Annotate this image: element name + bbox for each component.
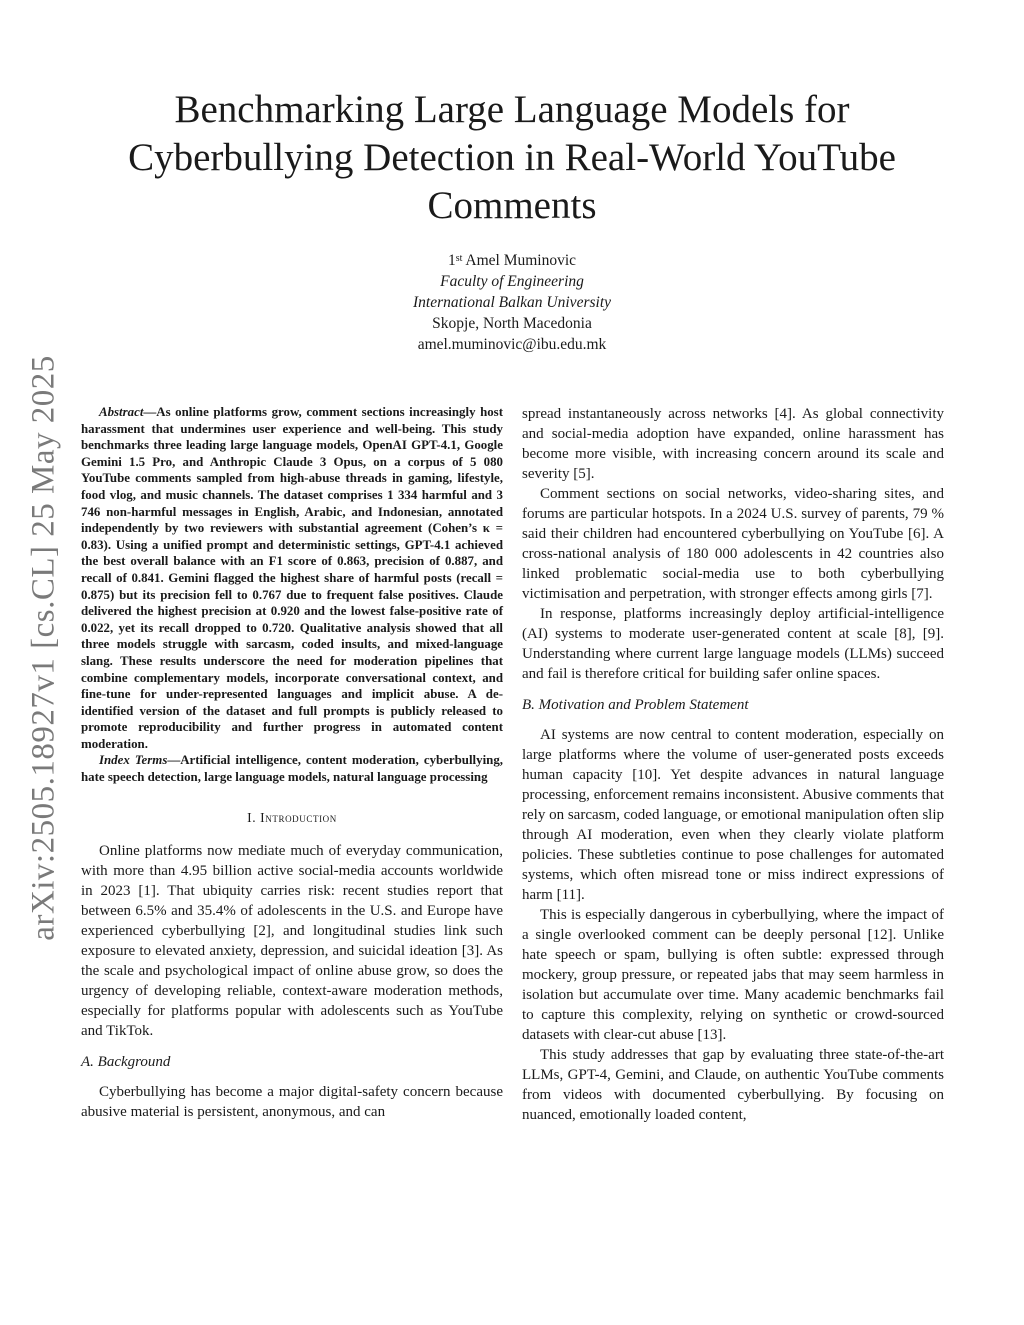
abstract-text: —As online platforms grow, comment sections increasingly host harassment that undermines user experience and well-being. This study benchmarks three leading large language models, OpenAI GPT-4.1, Google Gemini 1.5 Pro, and Anthropic Claude 3 Opus, on a corpus of 5 080 YouTube comments sampled from high-abuse threads in gaming, lifestyle, food vlog, and music channels. The dataset comprises 1 334 harmful and 3 746 non-harmful messages in English, Arabic, and Indonesian, annotated independently by two reviewers with substantial agreement (Cohen’s κ = 0.83). Using a unified prompt and deterministic settings, GPT-4.1 achieved the best overall balance with an F1 score of 0.863, precision of 0.887, and recall of 0.841. Gemini flagged the highest share of harmful posts (recall = 0.875) but its precision fell to 0.767 due to frequent false positives. Claude delivered the highest precision at 0.920 and the lowest false-positive rate of 0.022, yet its recall dropped to 0.720. Qualitative analysis showed that all three models struggle with sarcasm, coded insults, and mixed-language slang. These results underscore the need for moderation pipelines that combine complementary models, incorporate conversational context, and fine-tune for under-represented languages and implicit abuse. A de-identified version of the dataset and full prompts is publicly released to promote reproducibility and further progress in automated content moderation. xyxy=(81,405,503,751)
right-column xyxy=(522,404,944,1125)
intro-paragraph: Online platforms now mediate much of everyday communication, with more than 4.95 billion active social-media accounts worldwide in 2023 [1]. That ubiquity carries risk: recent studies report that between 6.5% and 35.4% of adolescents in the U.S. and Europe have experienced cyberbullying [2], and longitudinal studies link such exposure to elevated anxiety, depression, and suicidal ideation [3]. As the scale and psychological impact of online abuse grow, so does the urgency of developing reliable, context-aware moderation methods, especially for platforms popular with adolescents such as YouTube and TikTok. xyxy=(81,842,503,1039)
index-terms-text: —Artificial intelligence, content moderation, cyberbullying, hate speech detection, large language models, natural language processing xyxy=(81,753,504,785)
title-line: Comments xyxy=(427,184,597,227)
arxiv-identifier: arXiv:2505.18927v1 [cs.CL] 25 May 2025 xyxy=(25,355,62,941)
background-paragraph-3: In response, platforms increasingly deploy artificial-intelligence (AI) systems to moderate user-generated content at scale [8], [9]. Understanding where current large language models (LLMs) succeed and fail is therefore critical for building safer online spaces. xyxy=(522,606,944,682)
index-terms-label: Index Terms xyxy=(99,753,168,768)
motivation-paragraph-2: This is especially dangerous in cyberbullying, where the impact of a single overlooked comment can be deeply personal [12]. Unlike hate speech or spam, bullying is often subtle: expressed through mockery, group pressure, or repeated jabs that may seem harmless in isolation but accumulate over time. Many academic benchmarks fail to capture this complexity, relying on synthetic or crowd-sourced datasets with clear-cut abuse [13]. xyxy=(522,907,944,1043)
abstract-label: Abstract xyxy=(99,405,144,419)
background-paragraph-start: Cyberbullying has become a major digital-safety concern because abusive material is persistent, anonymous, and can xyxy=(81,1083,503,1120)
subsection-heading-background: A. Background xyxy=(81,1053,171,1070)
left-column xyxy=(81,404,503,1122)
author-email: amel.muminovic@ibu.edu.mk xyxy=(417,336,607,353)
author-block xyxy=(200,250,824,355)
subsection-heading-motivation: B. Motivation and Problem Statement xyxy=(522,697,749,713)
author-department: Faculty of Engineering xyxy=(440,273,584,290)
author-university: International Balkan University xyxy=(412,294,612,311)
background-paragraph-2: Comment sections on social networks, video-sharing sites, and forums are particular hotspots. In a 2024 U.S. survey of parents, 79 % said their children had encountered cyberbullying on YouTube [6]. A cross-national analysis of 180 000 adolescents in 42 countries also linked problematic social-media use to both cyberbullying victimisation and perpetration, with stronger effects among girls [7]. xyxy=(522,486,944,602)
background-paragraph-continued: spread instantaneously across networks [4]. As global connectivity and social-media adoption have expanded, online harassment has become more visible, with increasing concern around its scale and severity [5]. xyxy=(522,406,944,482)
title-line: Cyberbullying Detection in Real-World YouTube xyxy=(128,136,896,179)
motivation-paragraph-1: AI systems are now central to content moderation, especially on large platforms where the volume of user-generated posts exceeds human capacity [10]. Yet despite advances in natural language processing, enforcement remains inconsistent. Abusive comments that rely on sarcasm, coded language, or emotional manipulation often slip through AI moderation, even when they clearly violate platform policies. These subtleties continue to pose challenges for automated systems, which often misread tone or miss indirect expressions of harm [11]. xyxy=(522,727,944,903)
author-ordinal: 1 xyxy=(447,252,456,269)
section-heading-introduction: I. Introduction xyxy=(247,809,337,825)
author-name: Amel Muminovic xyxy=(465,252,577,269)
index-terms xyxy=(81,752,503,785)
paper-title xyxy=(80,86,944,230)
motivation-paragraph-3: This study addresses that gap by evaluating three state-of-the-art LLMs, GPT-4, Gemini, and Claude, on authentic YouTube comments from videos with documented cyberbullying. By focusing on nuanced, emotionally loaded content, xyxy=(522,1047,944,1123)
author-ordinal-suffix: st xyxy=(455,253,463,264)
author-location: Skopje, North Macedonia xyxy=(432,315,592,332)
abstract xyxy=(81,404,503,752)
title-line: Benchmarking Large Language Models for xyxy=(174,88,850,131)
author-name-line xyxy=(200,250,824,271)
